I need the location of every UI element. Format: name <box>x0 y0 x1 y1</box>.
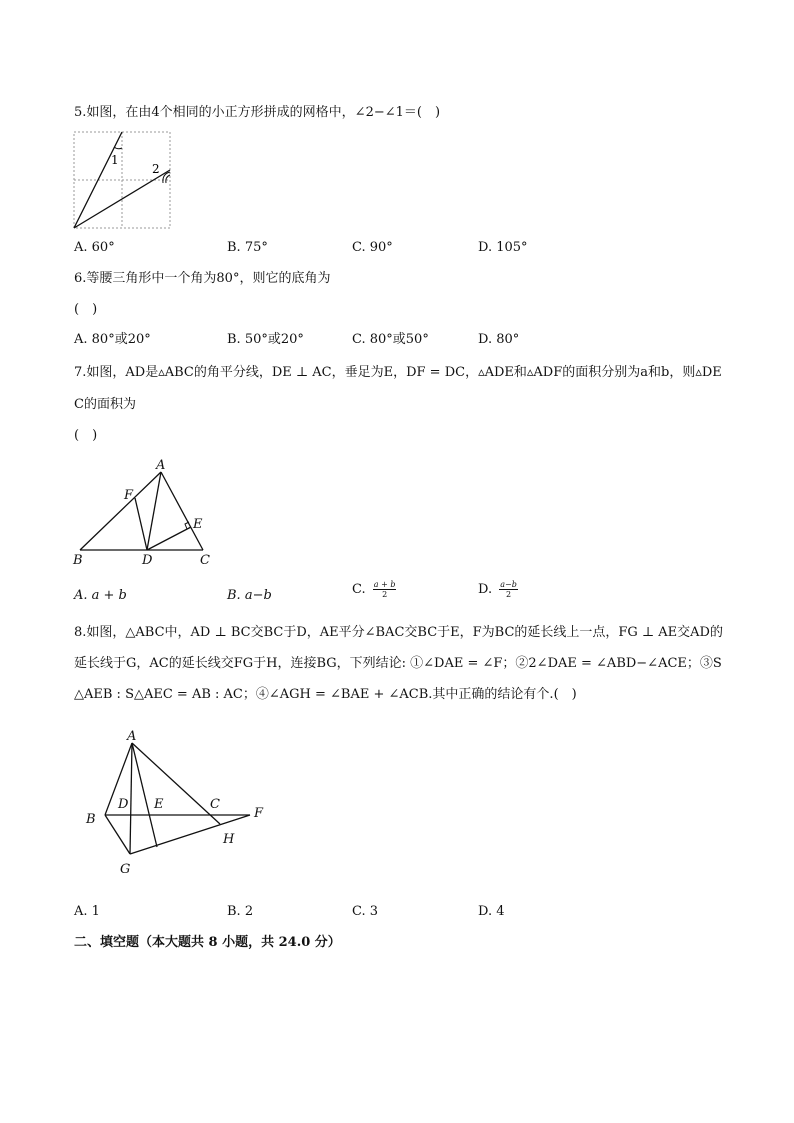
q7-option-c[interactable] <box>352 580 396 599</box>
q7-option-b[interactable] <box>227 587 272 605</box>
q6-paren: ( ) <box>74 302 98 317</box>
q7-label-e: E <box>193 517 203 532</box>
q6-option-b[interactable]: B. 50°或20° <box>227 332 304 347</box>
q8-stem-line3: △AEB : S△AEC = AB : AC；④∠AGH = ∠BAE + ∠ACB.其中正确的结论有个.( ) <box>74 687 577 702</box>
q7-option-a[interactable] <box>74 587 127 605</box>
q8-label-d: D <box>118 797 129 812</box>
q8-label-e: E <box>154 797 164 812</box>
q7-option-a-label: A. a + b <box>74 588 127 603</box>
q7-option-c-fraction <box>373 580 397 599</box>
q7-label-d: D <box>142 553 153 568</box>
q5-grid-figure <box>70 128 174 232</box>
q7-option-c-denominator: 2 <box>382 590 388 599</box>
q8-stem-line2: 延长线于G，AC的延长线交FG于H，连接BG，下列结论: ①∠DAE = ∠F；②2∠DAE = ∠ABD−∠ACE；③S <box>74 656 722 671</box>
q8-label-a: A <box>127 729 137 744</box>
q7-option-d-numerator: a−b <box>500 580 517 589</box>
q5-angle-label-2: 2 <box>152 162 160 176</box>
q6-option-c[interactable]: C. 80°或50° <box>352 332 429 347</box>
q5-option-a[interactable]: A. 60° <box>74 240 115 255</box>
q8-segment-bg <box>105 815 130 854</box>
q7-option-d-denominator: 2 <box>505 590 512 599</box>
q7-option-c-numerator: a + b <box>373 580 396 589</box>
q7-option-d-fraction <box>499 580 518 599</box>
q7-option-d[interactable] <box>478 580 518 599</box>
q8-option-b[interactable]: B. 2 <box>227 904 254 919</box>
q7-segment-de <box>147 527 191 550</box>
q8-label-h: H <box>223 832 235 847</box>
q8-geometry-figure <box>80 728 280 880</box>
q8-label-b: B <box>86 812 96 827</box>
q7-label-f: F <box>124 488 134 503</box>
q7-segment-df <box>135 498 147 550</box>
q5-option-d[interactable]: D. 105° <box>478 240 528 255</box>
section2-title: 二、填空题（本大题共 8 小题，共 24.0 分） <box>74 935 341 950</box>
q8-label-f: F <box>254 806 264 821</box>
q7-option-d-prefix: D. <box>478 582 493 597</box>
q8-option-c[interactable]: C. 3 <box>352 904 379 919</box>
q5-option-b[interactable]: B. 75° <box>227 240 268 255</box>
q7-option-c-prefix: C. <box>352 582 366 597</box>
q7-label-b: B <box>73 553 83 568</box>
q8-segment-ae <box>132 743 157 847</box>
q6-stem: 6.等腰三角形中一个角为80°，则它的底角为 <box>74 271 331 286</box>
q5-angle-label-1: 1 <box>111 153 119 167</box>
q6-option-a[interactable]: A. 80°或20° <box>74 332 151 347</box>
q5-stem: 5.如图，在由4个相同的小正方形拼成的网格中，∠2−∠1＝( ) <box>74 105 441 120</box>
q7-side-ac <box>161 472 203 550</box>
q5-angle-1-arc <box>114 147 122 149</box>
q8-segment-ah <box>132 743 220 824</box>
q7-paren: ( ) <box>74 428 98 443</box>
q8-label-g: G <box>120 862 131 877</box>
q5-grid <box>74 132 170 228</box>
q8-option-a[interactable]: A. 1 <box>74 904 100 919</box>
q8-option-d[interactable]: D. 4 <box>478 904 505 919</box>
q8-segment-ag <box>130 743 132 854</box>
q7-label-a: A <box>156 458 166 473</box>
q6-option-d[interactable]: D. 80° <box>478 332 520 347</box>
q7-stem-line1: 7.如图，AD是▵ABC的角平分线，DE ⊥ AC，垂足为E，DF = DC，▵ADE和▵ADF的面积分别为a和b，则▵DE <box>74 365 722 380</box>
q7-stem-line2: C的面积为 <box>74 397 136 412</box>
q5-option-c[interactable]: C. 90° <box>352 240 393 255</box>
q7-triangle-figure <box>70 456 220 568</box>
q7-label-c: C <box>200 553 210 568</box>
q7-option-b-label: B. a−b <box>227 588 272 603</box>
q8-stem-line1: 8.如图，△ABC中，AD ⊥ BC交BC于D，AE平分∠BAC交BC于E，F为BC的延长线上一点，FG ⊥ AE交AD的 <box>74 625 723 640</box>
q8-label-c: C <box>210 797 220 812</box>
